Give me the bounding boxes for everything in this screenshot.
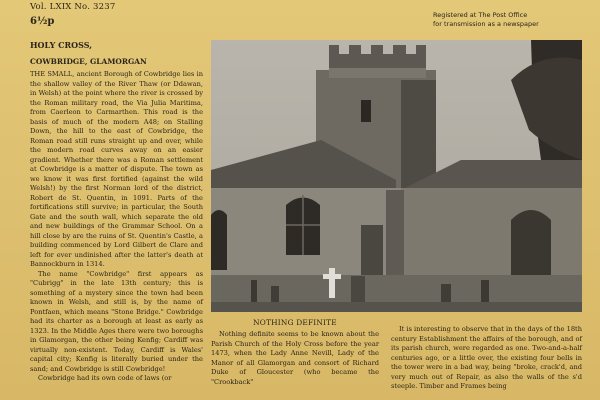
left-window — [211, 210, 227, 270]
volume-line: Vol. LXIX No. 3237 — [30, 2, 116, 12]
church-illustration — [211, 40, 582, 312]
gravestone — [481, 280, 489, 304]
article-subheading: COWBRIDGE, GLAMORGAN — [30, 57, 147, 66]
headstone — [351, 276, 365, 304]
article-column-2 — [211, 318, 379, 387]
paragraph-3: Cowbridge had its own code of laws (or — [38, 374, 172, 382]
price: 6½p — [30, 16, 55, 27]
article-heading: HOLY CROSS, — [30, 40, 92, 50]
foreground-grass — [211, 302, 582, 312]
tower-parapet — [329, 68, 426, 78]
article-column-3 — [391, 325, 582, 392]
article-column-1 — [30, 40, 203, 384]
paragraph-1: THE SMALL, ancient Borough of Cowbridge lies in the shallow valley of the River Thaw (or Ddawan, in Welsh) at the point where the river is crossed by the Roman military road, the Via Julia Maritima, from Caerleon to Carmarthen. This road is the basis of much of the modern A48; on Stalling Down, the hill to the east of Cowbridge, the Roman road still runs straight up and over, while the modern road curves away on an easier gradient. Whether there was a Roman settlement at Cowbridge is a matter of dispute. The town as we know it was first fortified (against the wild Welsh!) by the first Norman lord of the district, Robert de St. Quentin, in 1091. Parts of the fortifications still survive; in particular, the South Gate and the south wall, which separate the old and new buildings of the Grammar School. On a hill close by are the ruins of St. Quentin's Castle, a building commenced by Lord Gilbert de Clare and left for ever undinished after the latter's death at Bannockburn in 1314. — [30, 70, 203, 268]
gravestone — [441, 284, 451, 304]
section-heading: NOTHING DEFINITE — [253, 318, 337, 327]
registration-line-2: for transmission as a newspaper — [433, 20, 539, 28]
gravestone — [251, 280, 257, 305]
column-3-text: It is interesting to observe that in the days of the 18th century Establishment the affairs of the borough, and of its parish church, were regarded as one. Two-and-a-half centuries ago, or a little over, the existing four bells in the tower were in a bad way, being "broke, crack'd, and very much out of Repair, as also the walls of the s'd steeple. Timber and Frames being — [391, 325, 582, 390]
white-cross — [323, 274, 341, 279]
white-cross — [329, 268, 335, 298]
registration-line-1: Registered at The Post Office — [433, 11, 528, 19]
registration-notice — [433, 11, 539, 29]
church-photo — [211, 40, 582, 312]
chancel-window — [511, 210, 551, 280]
chancel-wall — [401, 188, 582, 288]
paragraph-2: The name "Cowbridge" first appears as "Cubrigg" in the late 13th century; this is something of a mystery since the town had been known in Welsh, and still is, by the name of Pontfaen, which means "Stone Bridge." Cowbridge had its charter as a borough at least as early as 1323. In the Middle Ages there were two boroughs in Glamorgan, the other being Kenfig; Cardiff was virtually non-existent. Today, Cardiff is Wales' capital city; Kenfig is literally buried under the sand; and Cowbridge is still Cowbridge! — [30, 269, 203, 373]
column-2-text: Nothing definite seems to be known about the Parish Church of the Holy Cross before the year 1473, when the Lady Anne Nevill, Lady of the Manor of all Glamorgan and consort of Richard Duke of Gloucester (who became the "Crookback" — [211, 330, 379, 386]
tower-window — [361, 100, 371, 122]
